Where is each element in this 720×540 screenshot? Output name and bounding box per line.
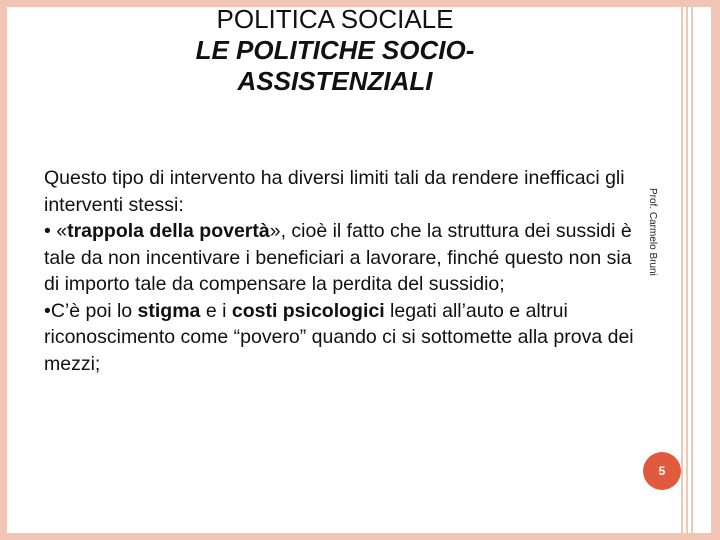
decorative-stripe — [686, 0, 688, 540]
bullet-text: », cioè il fatto che la struttura dei sussidi è tale da non incentivare i beneficiari a lavorare, finché questo non sia di importo tale da compensare la perdita del sussidio; — [44, 220, 632, 295]
bold-term-stigma: stigma — [137, 299, 201, 322]
slide-body — [44, 165, 644, 377]
author-credit: Prof. Carmelo Bruni — [647, 188, 658, 276]
title-line-2: LE POLITICHE SOCIO- — [195, 35, 475, 65]
bullet-text: legati all’auto e altrui riconoscimento come “povero” quando ci si sottomette alla prova dei mezzi; — [44, 299, 634, 375]
frame-right-border — [711, 0, 720, 540]
body-intro: Questo tipo di intervento ha diversi limiti tali da rendere inefficaci gli interventi stessi: — [44, 167, 625, 216]
frame-bottom-border — [0, 533, 720, 540]
decorative-stripe — [691, 0, 693, 540]
bullet-stigma — [44, 298, 644, 378]
bold-term-poverty-trap: trappola della povertà — [67, 220, 270, 242]
slide-title — [95, 4, 575, 97]
page-number-badge: 5 — [643, 452, 681, 490]
bullet-connector: e i — [200, 299, 232, 322]
decorative-stripe — [681, 0, 683, 540]
title-line-1: POLITICA SOCIALE — [216, 4, 454, 34]
bullet-prefix: • « — [44, 220, 68, 242]
bullet-poverty-trap — [44, 218, 644, 298]
frame-left-border — [0, 0, 7, 540]
bullet-prefix: •C’è poi lo — [44, 299, 138, 322]
title-line-3: ASSISTENZIALI — [237, 66, 433, 96]
bold-term-psychological-costs: costi psicologici — [231, 299, 385, 322]
